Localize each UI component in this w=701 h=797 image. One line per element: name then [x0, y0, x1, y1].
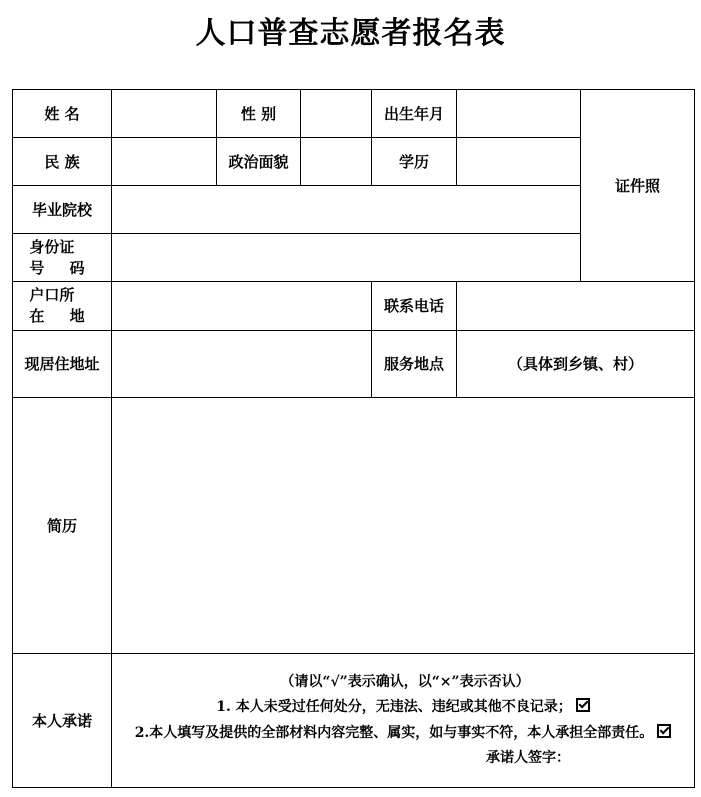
- birth-label: 出生年月: [372, 90, 457, 138]
- id-number-label-line2: 号 码: [29, 258, 95, 277]
- gender-label: 性 别: [217, 90, 301, 138]
- resume-label: 简历: [13, 398, 112, 654]
- phone-field[interactable]: [457, 282, 695, 331]
- photo-cell[interactable]: 证件照: [581, 90, 695, 282]
- id-number-field[interactable]: [112, 234, 581, 282]
- school-field[interactable]: [112, 186, 581, 234]
- checked-box-icon[interactable]: [576, 698, 590, 712]
- name-field[interactable]: [112, 90, 217, 138]
- service-field[interactable]: （具体到乡镇、村）: [457, 331, 695, 398]
- form-title: 人口普查志愿者报名表: [195, 16, 506, 51]
- ethnicity-field[interactable]: [112, 138, 217, 186]
- promise-item-1-text: 1. 本人未受过任何处分，无违法、违纪或其他不良记录；: [216, 699, 572, 715]
- promise-item-2-text: 2.本人填写及提供的全部材料内容完整、属实，如与事实不符，本人承担全部责任。: [134, 725, 654, 741]
- name-label: 姓 名: [13, 90, 112, 138]
- address-label: 现居住地址: [13, 331, 112, 398]
- checked-box-icon[interactable]: [657, 724, 671, 738]
- promise-label: 本人承诺: [13, 654, 112, 788]
- hukou-label: [13, 282, 112, 331]
- birth-field[interactable]: [457, 90, 581, 138]
- promise-note: （请以“√”表示确认，以“×”表示否认）: [280, 674, 530, 690]
- service-label: 服务地点: [372, 331, 457, 398]
- address-field[interactable]: [112, 331, 372, 398]
- promise-item-1: [112, 695, 694, 720]
- school-label: 毕业院校: [13, 186, 112, 234]
- id-number-label-line1: 身份证: [29, 237, 75, 256]
- id-number-label: [13, 234, 112, 282]
- phone-label: 联系电话: [372, 282, 457, 331]
- resume-field[interactable]: [112, 398, 695, 654]
- promise-item-2: [112, 720, 694, 746]
- hukou-label-line2: 在 地: [29, 307, 95, 325]
- hukou-label-line1: 户口所: [29, 286, 75, 304]
- ethnicity-label: 民 族: [13, 138, 112, 186]
- hukou-field[interactable]: [112, 282, 372, 331]
- promise-content: [112, 654, 695, 788]
- signature-line: 承诺人签字：: [486, 750, 570, 766]
- education-label: 学历: [372, 138, 457, 186]
- political-field[interactable]: [301, 138, 372, 186]
- registration-form: [12, 89, 695, 788]
- political-label: 政治面貌: [217, 138, 301, 186]
- education-field[interactable]: [457, 138, 581, 186]
- gender-field[interactable]: [301, 90, 372, 138]
